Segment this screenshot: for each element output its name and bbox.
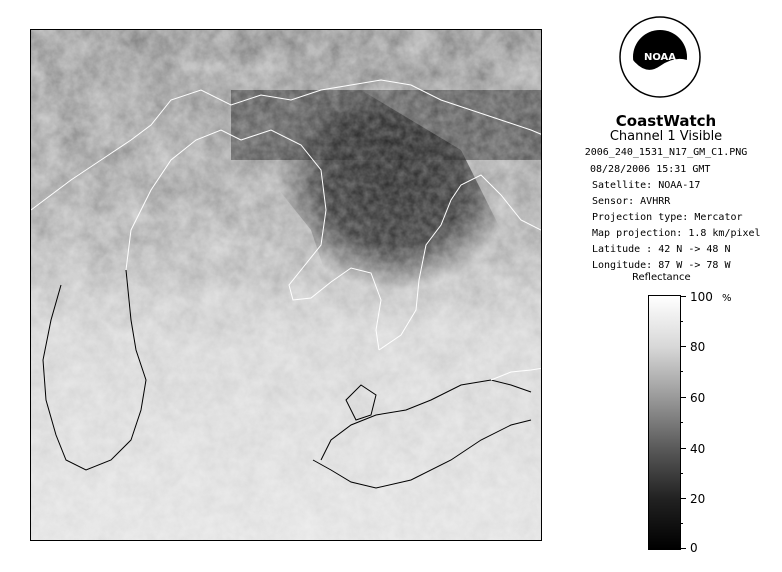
colorbar-label-0: 0 bbox=[690, 541, 698, 555]
colorbar-minor-tick bbox=[680, 523, 683, 524]
caption-subtitle: Channel 1 Visible bbox=[609, 129, 723, 144]
colorbar-title: Reflectance bbox=[632, 272, 691, 283]
colorbar-label-40: 40 bbox=[690, 442, 706, 456]
colorbar-unit: % bbox=[722, 293, 732, 304]
caption-projection-type: Projection type: Mercator bbox=[592, 212, 743, 223]
colorbar-label-60: 60 bbox=[690, 391, 706, 405]
caption-longitude: Longitude: 87 W -> 78 W bbox=[592, 260, 731, 271]
noaa-logo-text: NOAA bbox=[643, 52, 677, 63]
colorbar-tick-40 bbox=[680, 448, 686, 449]
colorbar-gradient bbox=[648, 295, 681, 550]
caption-map-projection: Map projection: 1.8 km/pixel bbox=[592, 228, 761, 239]
colorbar-label-20: 20 bbox=[690, 492, 706, 506]
colorbar-label-100: 100 bbox=[690, 290, 713, 304]
colorbar-tick-80 bbox=[680, 346, 686, 347]
caption-satellite: Satellite: NOAA-17 bbox=[592, 180, 701, 191]
colorbar-minor-tick bbox=[680, 321, 683, 322]
caption-latitude: Latitude : 42 N -> 48 N bbox=[592, 244, 731, 255]
caption-title: CoastWatch bbox=[615, 112, 717, 130]
caption-filename: 2006_240_1531_N17_GM_C1.PNG bbox=[584, 147, 748, 158]
colorbar-minor-tick bbox=[680, 473, 683, 474]
colorbar-label-80: 80 bbox=[690, 340, 706, 354]
colorbar-tick-60 bbox=[680, 397, 686, 398]
colorbar-tick-0 bbox=[680, 548, 686, 549]
fine-texture bbox=[31, 30, 542, 541]
colorbar-tick-100 bbox=[680, 296, 686, 297]
caption-sensor: Sensor: AVHRR bbox=[592, 196, 671, 207]
colorbar-minor-tick bbox=[680, 422, 683, 423]
map-canvas bbox=[31, 30, 542, 541]
colorbar-tick-20 bbox=[680, 498, 686, 499]
satellite-map bbox=[30, 29, 542, 541]
noaa-logo bbox=[619, 16, 701, 98]
colorbar-minor-tick bbox=[680, 371, 683, 372]
caption-date: 08/28/2006 15:31 GMT bbox=[590, 164, 711, 175]
